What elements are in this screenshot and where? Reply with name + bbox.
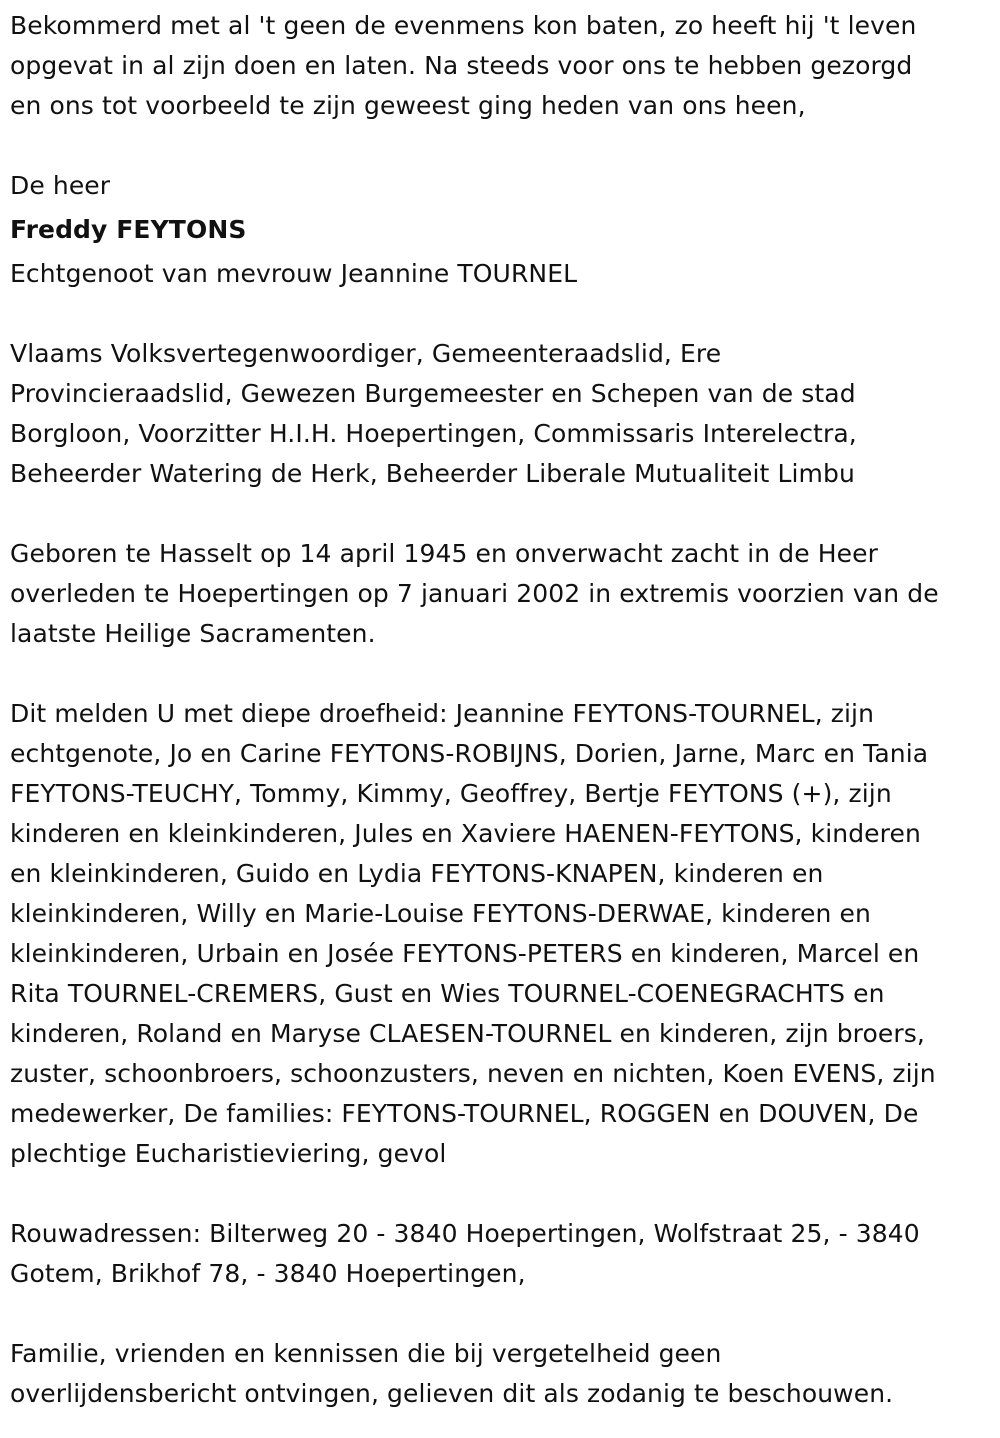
closing-paragraph [10, 1334, 994, 1414]
announcement-line: kinderen, Roland en Maryse CLAESEN-TOURNEL en kinderen, zijn broers, [10, 1019, 925, 1048]
paragraph-spacer [10, 494, 994, 534]
functions-paragraph [10, 334, 994, 494]
paragraph-spacer [10, 1294, 994, 1334]
functions-line: Borgloon, Voorzitter H.I.H. Hoepertingen, Commissaris Interelectra, [10, 419, 857, 448]
announcement-line: kleinkinderen, Willy en Marie-Louise FEYTONS-DERWAE, kinderen en [10, 899, 871, 928]
announcement-line: zuster, schoonbroers, schoonzusters, neven en nichten, Koen EVENS, zijn [10, 1059, 936, 1088]
birth-death-line: laatste Heilige Sacramenten. [10, 619, 376, 648]
intro-paragraph [10, 6, 994, 126]
announcement-line: Dit melden U met diepe droefheid: Jeannine FEYTONS-TOURNEL, zijn [10, 699, 875, 728]
addresses-line: Rouwadressen: Bilterweg 20 - 3840 Hoepertingen, Wolfstraat 25, - 3840 [10, 1219, 920, 1248]
announcement-line: echtgenote, Jo en Carine FEYTONS-ROBIJNS, Dorien, Jarne, Marc en Tania [10, 739, 929, 768]
announcement-line: kinderen en kleinkinderen, Jules en Xaviere HAENEN-FEYTONS, kinderen [10, 819, 921, 848]
spouse-line: Echtgenoot van mevrouw Jeannine TOURNEL [10, 259, 578, 288]
closing-line: Familie, vrienden en kennissen die bij vergetelheid geen [10, 1339, 722, 1368]
functions-line: Vlaams Volksvertegenwoordiger, Gemeenteraadslid, Ere [10, 339, 722, 368]
functions-line: Beheerder Watering de Herk, Beheerder Liberale Mutualiteit Limbu [10, 459, 855, 488]
paragraph-spacer [10, 126, 994, 166]
announcement-paragraph [10, 694, 994, 1174]
announcement-line: en kleinkinderen, Guido en Lydia FEYTONS-KNAPEN, kinderen en [10, 859, 824, 888]
intro-line: en ons tot voorbeeld te zijn geweest ging heden van ons heen, [10, 91, 806, 120]
paragraph-spacer [10, 294, 994, 334]
addresses-paragraph [10, 1214, 994, 1294]
functions-line: Provincieraadslid, Gewezen Burgemeester en Schepen van de stad [10, 379, 856, 408]
salutation: De heer [10, 171, 111, 200]
obituary-document [10, 6, 994, 1414]
announcement-line: Rita TOURNEL-CREMERS, Gust en Wies TOURNEL-COENEGRACHTS en [10, 979, 885, 1008]
announcement-line: kleinkinderen, Urbain en Josée FEYTONS-PETERS en kinderen, Marcel en [10, 939, 920, 968]
addresses-line: Gotem, Brikhof 78, - 3840 Hoepertingen, [10, 1259, 526, 1288]
paragraph-spacer [10, 654, 994, 694]
closing-line: overlijdensbericht ontvingen, gelieven dit als zodanig te beschouwen. [10, 1379, 894, 1408]
birth-death-line: overleden te Hoepertingen op 7 januari 2002 in extremis voorzien van de [10, 579, 939, 608]
announcement-line: FEYTONS-TEUCHY, Tommy, Kimmy, Geoffrey, Bertje FEYTONS (+), zijn [10, 779, 892, 808]
deceased-name: Freddy FEYTONS [10, 215, 247, 244]
intro-line: opgevat in al zijn doen en laten. Na steeds voor ons te hebben gezorgd [10, 51, 913, 80]
announcement-line: medewerker, De families: FEYTONS-TOURNEL, ROGGEN en DOUVEN, De [10, 1099, 919, 1128]
birth-death-paragraph [10, 534, 994, 654]
intro-line: Bekommerd met al 't geen de evenmens kon baten, zo heeft hij 't leven [10, 11, 917, 40]
paragraph-spacer [10, 1174, 994, 1214]
birth-death-line: Geboren te Hasselt op 14 april 1945 en onverwacht zacht in de Heer [10, 539, 878, 568]
announcement-line: plechtige Eucharistieviering, gevol [10, 1139, 447, 1168]
